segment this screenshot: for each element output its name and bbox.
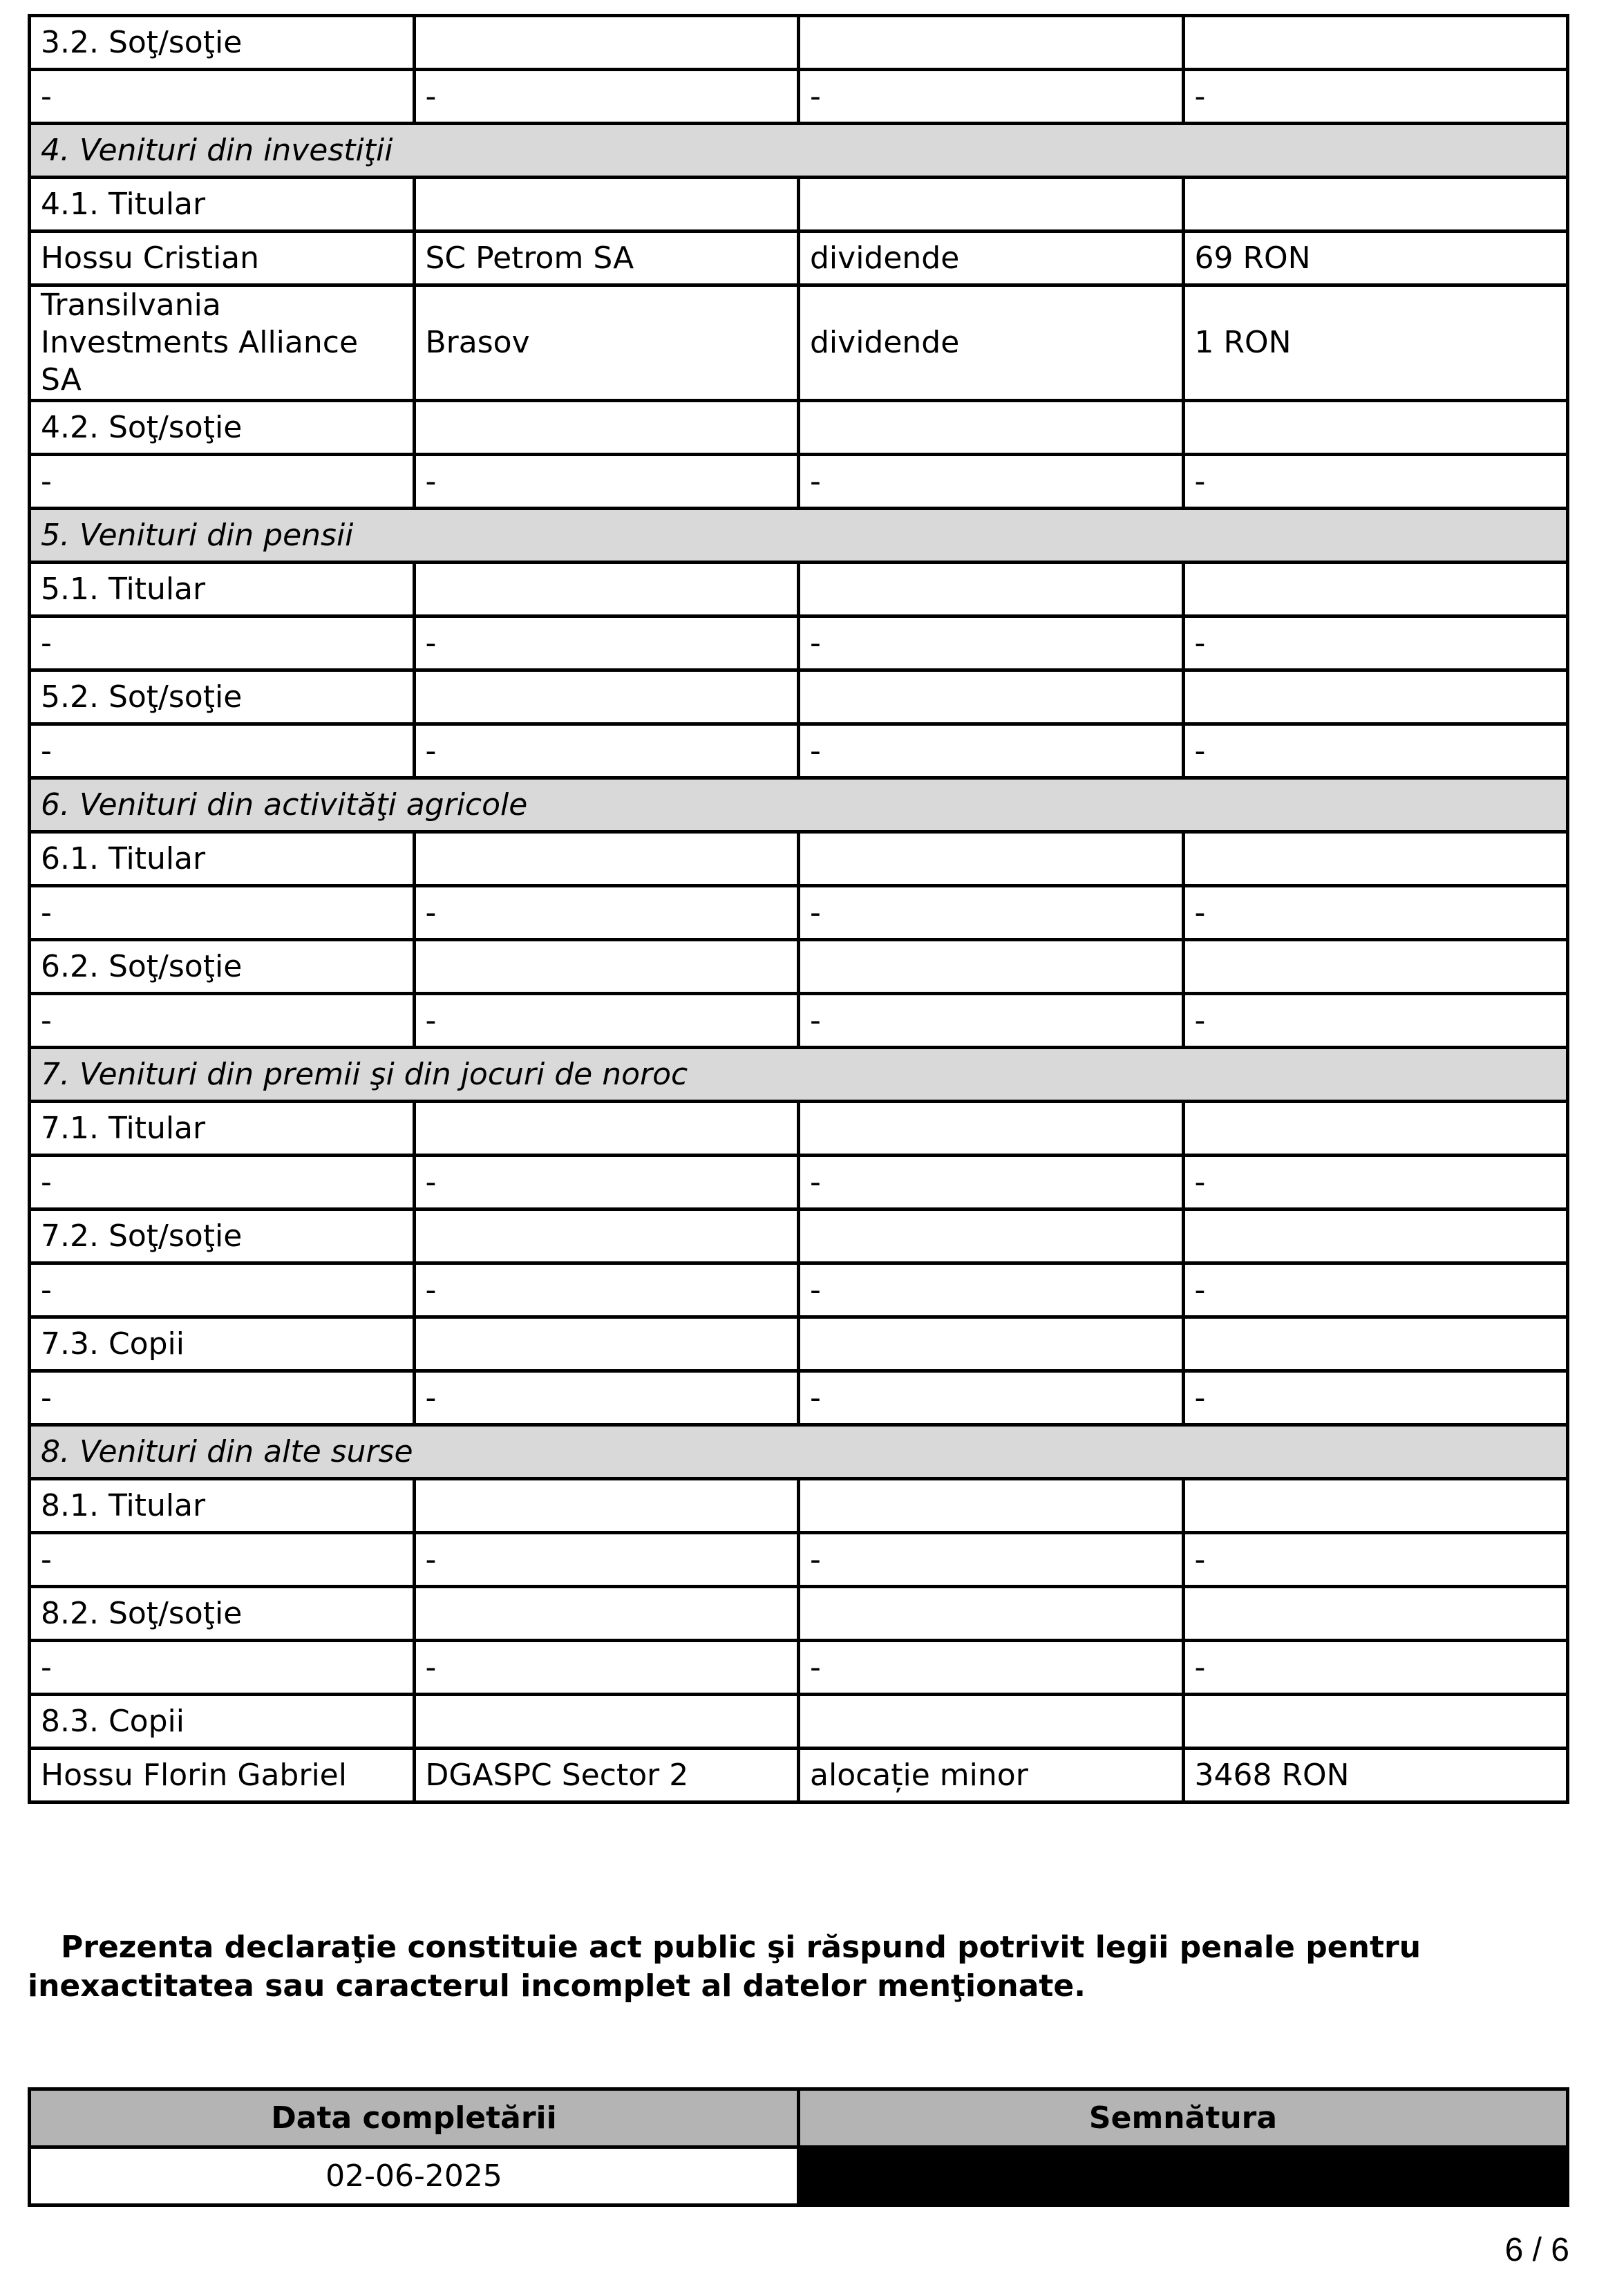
income-amount-cell: - [1183,994,1568,1048]
declaration-statement: Prezenta declaraţie constituie act public şi răspund potrivit legii penale pentru inexactitatea sau caracterul incomplet al datelor menţionate. [28,1930,1421,2004]
income-source-cell: SC Petrom SA [414,232,799,285]
income-beneficiary-cell: - [30,994,415,1048]
subsection-row [30,940,1568,994]
empty-cell [799,178,1184,232]
subsection-row [30,670,1568,724]
empty-cell [799,16,1184,70]
income-service-cell: - [799,1371,1184,1425]
income-source-cell: - [414,1533,799,1587]
subsection-row [30,1695,1568,1749]
income-amount-cell: 1 RON [1183,285,1568,401]
subsection-label: 4.1. Titular [30,178,415,232]
income-source-cell: DGASPC Sector 2 [414,1749,799,1803]
empty-cell [414,1479,799,1533]
table-row [30,1263,1568,1317]
subsection-row [30,1210,1568,1263]
subsection-row [30,832,1568,886]
subsection-label: 3.2. Soţ/soţie [30,16,415,70]
table-row [30,232,1568,285]
empty-cell [799,563,1184,617]
subsection-row [30,1479,1568,1533]
income-amount-cell: - [1183,724,1568,778]
income-amount-cell: - [1183,1263,1568,1317]
empty-cell [414,832,799,886]
income-service-cell: - [799,1156,1184,1210]
income-beneficiary-cell: - [30,1263,415,1317]
signature-header-row [30,2089,1568,2147]
subsection-label: 7.1. Titular [30,1102,415,1156]
income-source-cell: - [414,994,799,1048]
empty-cell [1183,1102,1568,1156]
income-beneficiary-cell: - [30,455,415,509]
income-amount-cell: - [1183,886,1568,940]
subsection-row [30,401,1568,455]
section-title: 6. Venituri din activităţi agricole [30,778,1568,832]
income-service-cell: - [799,70,1184,124]
table-row [30,1156,1568,1210]
income-beneficiary-cell: - [30,1533,415,1587]
income-amount-cell: - [1183,1641,1568,1695]
income-service-cell: alocație minor [799,1749,1184,1803]
section-header-row [30,124,1568,178]
income-source-cell: - [414,1641,799,1695]
empty-cell [799,670,1184,724]
income-source-cell: - [414,617,799,670]
income-service-cell: - [799,455,1184,509]
section-title: 8. Venituri din alte surse [30,1425,1568,1479]
income-amount-cell: - [1183,1533,1568,1587]
empty-cell [414,563,799,617]
table-row [30,886,1568,940]
income-service-cell: - [799,1533,1184,1587]
empty-cell [1183,563,1568,617]
income-service-cell: dividende [799,285,1184,401]
income-service-cell: - [799,617,1184,670]
subsection-label: 4.2. Soţ/soţie [30,401,415,455]
income-amount-cell: - [1183,1371,1568,1425]
subsection-label: 5.2. Soţ/soţie [30,670,415,724]
income-beneficiary-cell: - [30,617,415,670]
empty-cell [414,1102,799,1156]
empty-cell [414,670,799,724]
section-header-row [30,1048,1568,1102]
income-amount-cell: - [1183,70,1568,124]
subsection-label: 8.2. Soţ/soţie [30,1587,415,1641]
subsection-label: 5.1. Titular [30,563,415,617]
empty-cell [1183,178,1568,232]
income-source-cell: - [414,724,799,778]
income-amount-cell: 69 RON [1183,232,1568,285]
income-source-cell: - [414,1371,799,1425]
income-service-cell: dividende [799,232,1184,285]
income-beneficiary-cell: - [30,724,415,778]
subsection-row [30,563,1568,617]
subsection-row [30,178,1568,232]
empty-cell [414,1317,799,1371]
empty-cell [799,401,1184,455]
subsection-label: 8.3. Copii [30,1695,415,1749]
empty-cell [1183,832,1568,886]
subsection-label: 7.3. Copii [30,1317,415,1371]
subsection-label: 8.1. Titular [30,1479,415,1533]
section-title: 7. Venituri din premii şi din jocuri de noroc [30,1048,1568,1102]
table-row [30,617,1568,670]
income-beneficiary-cell: - [30,1371,415,1425]
income-source-cell: - [414,886,799,940]
empty-cell [414,401,799,455]
empty-cell [799,940,1184,994]
income-amount-cell: - [1183,455,1568,509]
income-amount-cell: - [1183,1156,1568,1210]
income-service-cell: - [799,724,1184,778]
page-number: 6 / 6 [1504,2232,1569,2268]
subsection-label: 6.1. Titular [30,832,415,886]
empty-cell [799,1587,1184,1641]
table-row [30,994,1568,1048]
empty-cell [799,1695,1184,1749]
income-source-cell: - [414,1263,799,1317]
empty-cell [1183,1317,1568,1371]
income-beneficiary-cell: - [30,1156,415,1210]
section-title: 4. Venituri din investiţii [30,124,1568,178]
table-row [30,1371,1568,1425]
table-row [30,724,1568,778]
empty-cell [1183,1210,1568,1263]
empty-cell [799,1210,1184,1263]
section-header-row [30,1425,1568,1479]
income-service-cell: - [799,1641,1184,1695]
income-beneficiary-cell: Transilvania Investments Alliance SA [30,285,415,401]
income-amount-cell: - [1183,617,1568,670]
subsection-label: 6.2. Soţ/soţie [30,940,415,994]
income-beneficiary-cell: Hossu Cristian [30,232,415,285]
empty-cell [799,1479,1184,1533]
empty-cell [414,1695,799,1749]
date-header: Data completării [30,2089,799,2147]
empty-cell [1183,670,1568,724]
section-header-row [30,509,1568,563]
income-source-cell: - [414,70,799,124]
income-source-cell: - [414,455,799,509]
subsection-row [30,1587,1568,1641]
empty-cell [414,16,799,70]
empty-cell [799,1102,1184,1156]
empty-cell [1183,401,1568,455]
table-row [30,1641,1568,1695]
income-source-cell: - [414,1156,799,1210]
income-table [28,14,1569,1804]
income-service-cell: - [799,886,1184,940]
table-row [30,70,1568,124]
signature-table [28,2087,1569,2207]
income-service-cell: - [799,994,1184,1048]
income-beneficiary-cell: - [30,886,415,940]
income-beneficiary-cell: Hossu Florin Gabriel [30,1749,415,1803]
empty-cell [1183,16,1568,70]
table-row [30,1533,1568,1587]
section-title: 5. Venituri din pensii [30,509,1568,563]
subsection-row [30,1102,1568,1156]
empty-cell [1183,940,1568,994]
empty-cell [799,832,1184,886]
empty-cell [414,940,799,994]
income-amount-cell: 3468 RON [1183,1749,1568,1803]
table-row [30,285,1568,401]
subsection-row [30,1317,1568,1371]
income-service-cell: - [799,1263,1184,1317]
empty-cell [414,1587,799,1641]
subsection-row [30,16,1568,70]
table-row [30,455,1568,509]
section-header-row [30,778,1568,832]
signature-value-row [30,2147,1568,2205]
empty-cell [1183,1479,1568,1533]
subsection-label: 7.2. Soţ/soţie [30,1210,415,1263]
date-value: 02-06-2025 [30,2147,799,2205]
empty-cell [1183,1695,1568,1749]
empty-cell [1183,1587,1568,1641]
empty-cell [414,1210,799,1263]
income-beneficiary-cell: - [30,70,415,124]
signature-header: Semnătura [799,2089,1568,2147]
income-beneficiary-cell: - [30,1641,415,1695]
signature-redacted [799,2147,1568,2205]
empty-cell [414,178,799,232]
table-row [30,1749,1568,1803]
income-source-cell: Brasov [414,285,799,401]
empty-cell [799,1317,1184,1371]
